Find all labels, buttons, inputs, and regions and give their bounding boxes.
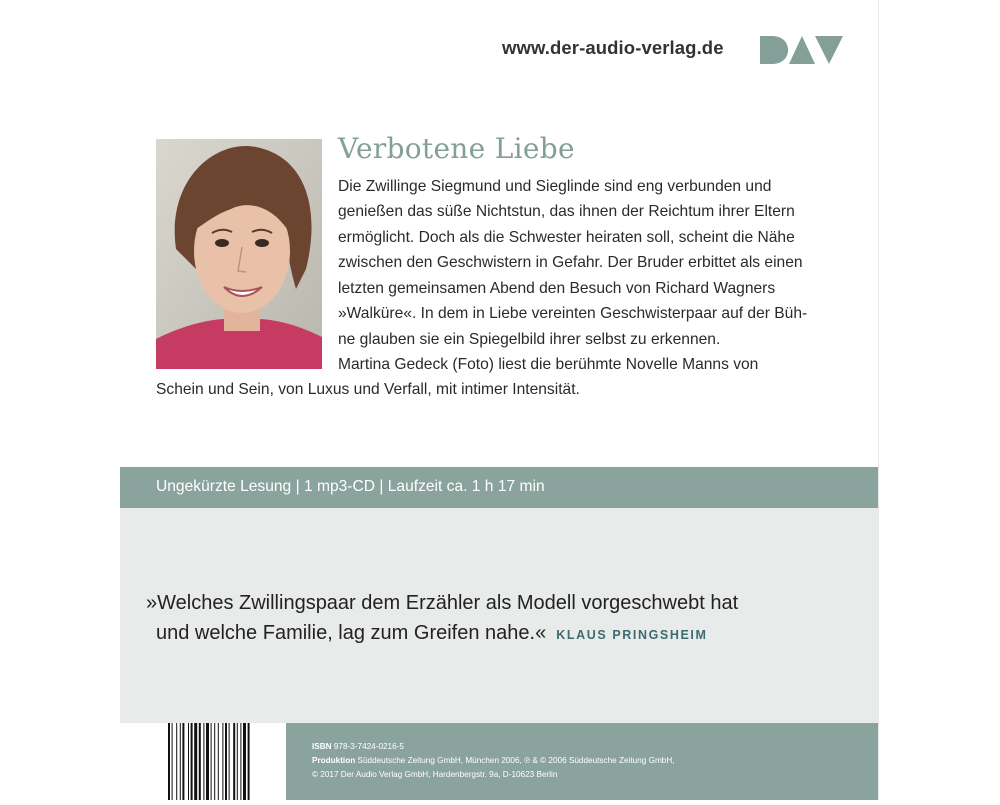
quote-author: KLAUS PRINGSHEIM: [556, 628, 708, 642]
description-line: ne glauben sie ein Spiegelbild ihrer selbst zu erkennen.: [338, 331, 721, 348]
cover-edge: [878, 0, 879, 800]
quote-line-2: [156, 622, 708, 645]
copyright-line: © 2017 Der Audio Verlag GmbH, Hardenbergstr. 9a, D-10623 Berlin: [312, 770, 558, 779]
publisher-url[interactable]: www.der-audio-verlag.de: [502, 37, 724, 58]
quote-line-1: »Welches Zwillingspaar dem Erzähler als Modell vorgeschwebt hat: [146, 592, 739, 614]
description-line: Martina Gedeck (Foto) liest die berühmte Novelle Manns von: [338, 356, 759, 373]
description-line: Schein und Sein, von Luxus und Verfall, mit intimer Intensität.: [156, 381, 580, 398]
production-line: Produktion Süddeutsche Zeitung GmbH, München 2006, ℗ & © 2006 Süddeutsche Zeitung GmbH,: [312, 756, 675, 765]
description-line: zwischen den Geschwistern in Gefahr. Der Bruder erbittet als einen: [338, 254, 803, 271]
quote-text: und welche Familie, lag zum Greifen nahe.«: [156, 622, 547, 644]
quote-panel: [120, 508, 878, 723]
cd-back-cover: [120, 0, 878, 800]
narrator-photo: [156, 139, 322, 369]
description-line: Die Zwillinge Siegmund und Sieglinde sind eng verbunden und: [338, 178, 772, 195]
description-line: letzten gemeinsamen Abend den Besuch von Richard Wagners: [338, 280, 776, 297]
description-line: genießen das süße Nichtstun, das ihnen der Reichtum ihrer Eltern: [338, 203, 795, 220]
imprint-footer: [286, 723, 878, 800]
isbn-line: ISBN 978-3-7424-0216-5: [312, 742, 404, 751]
edition-info: Ungekürzte Lesung | 1 mp3-CD | Laufzeit ca. 1 h 17 min: [156, 478, 545, 495]
barcode: [146, 723, 286, 800]
description-line: »Walküre«. In dem in Liebe vereinten Geschwisterpaar auf der Büh-: [338, 305, 808, 322]
edition-info-band: [120, 467, 878, 508]
description-line: ermöglicht. Doch als die Schwester heiraten soll, scheint die Nähe: [338, 229, 795, 246]
dav-logo: [758, 35, 844, 65]
book-title: Verbotene Liebe: [338, 132, 575, 165]
